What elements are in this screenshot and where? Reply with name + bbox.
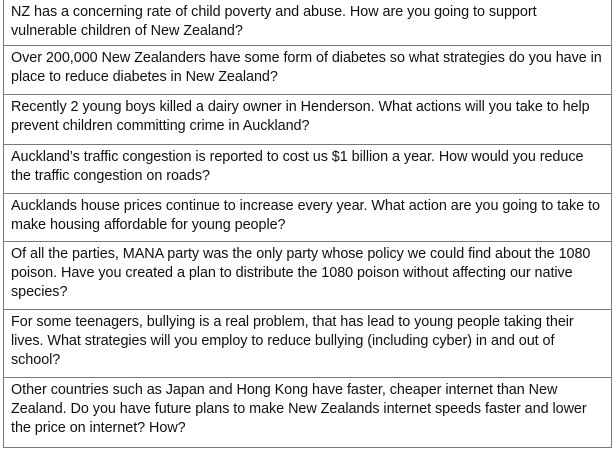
table-row	[4, 310, 612, 378]
question-cell: Auckland’s traffic congestion is reported to cost us $1 billion a year. How would you reduce the traffic congestion on roads?	[4, 145, 612, 194]
questions-table	[3, 0, 612, 448]
question-cell: Over 200,000 New Zealanders have some form of diabetes so what strategies do you have in place to reduce diabetes in New Zealand?	[4, 46, 612, 95]
question-cell: Recently 2 young boys killed a dairy owner in Henderson. What actions will you take to help prevent children committing crime in Auckland?	[4, 95, 612, 145]
question-cell: NZ has a concerning rate of child poverty and abuse. How are you going to support vulnerable children of New Zealand?	[4, 0, 612, 46]
table-row	[4, 194, 612, 242]
table-row	[4, 95, 612, 145]
table-row	[4, 46, 612, 95]
table-row	[4, 378, 612, 448]
table-row	[4, 145, 612, 194]
question-cell: Other countries such as Japan and Hong Kong have faster, cheaper internet than New Zealand. Do you have future plans to make New Zealands internet speeds faster and lower the price on internet? How?	[4, 378, 612, 448]
question-cell: Of all the parties, MANA party was the only party whose policy we could find about the 1080 poison. Have you created a plan to distribute the 1080 poison without affecting our native species?	[4, 242, 612, 310]
question-cell: Aucklands house prices continue to increase every year. What action are you going to take to make housing affordable for young people?	[4, 194, 612, 242]
question-cell: For some teenagers, bullying is a real problem, that has lead to young people taking their lives. What strategies will you employ to reduce bullying (including cyber) in and out of school?	[4, 310, 612, 378]
table-row	[4, 242, 612, 310]
table-row	[4, 0, 612, 46]
